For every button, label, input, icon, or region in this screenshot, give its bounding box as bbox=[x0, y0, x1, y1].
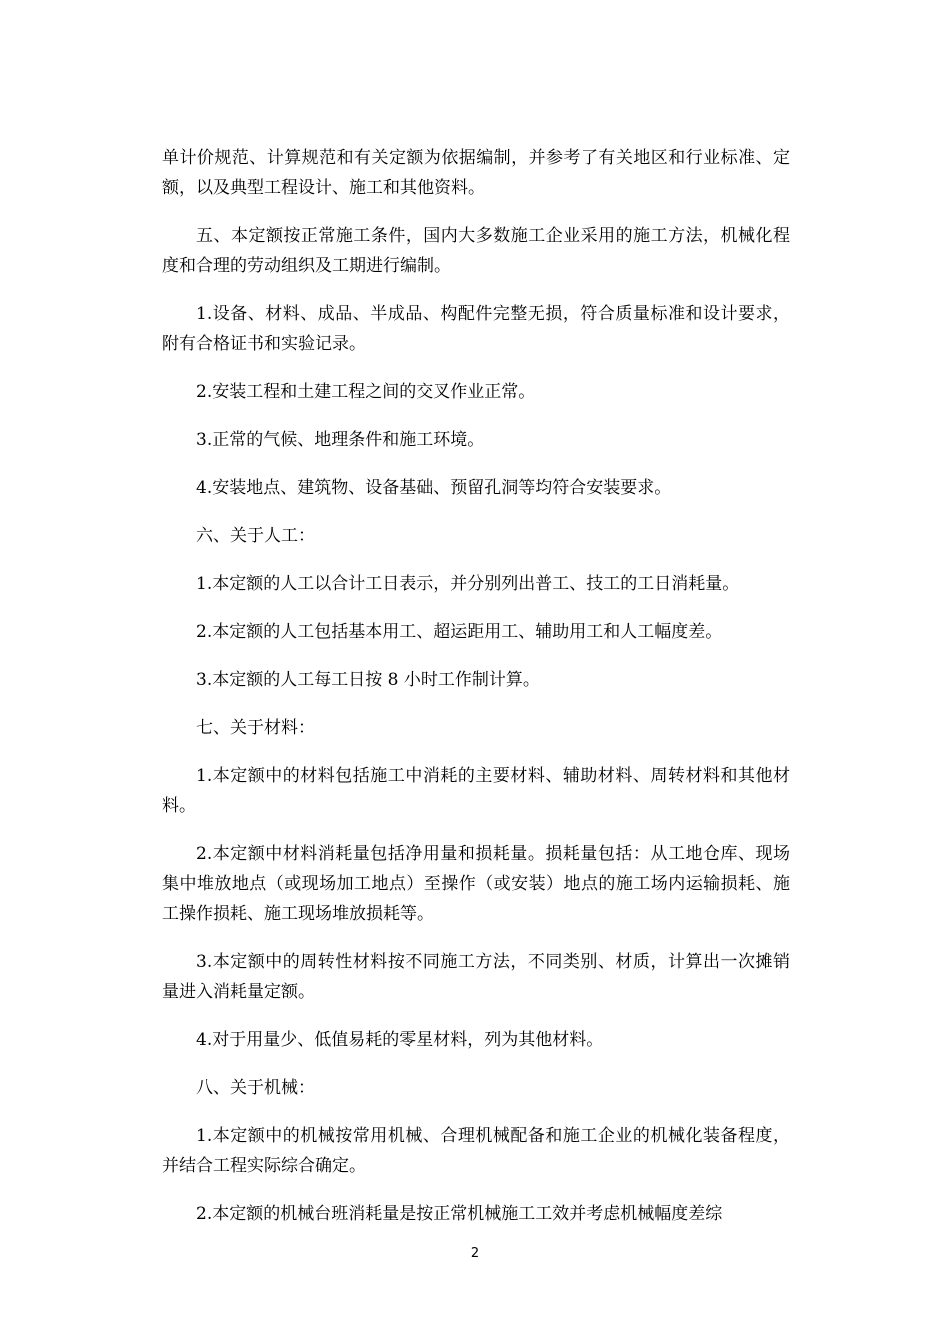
section-six-item-3: 3.本定额的人工每工日按 8 小时工作制计算。 bbox=[196, 670, 540, 690]
section-five-item-4: 4.安装地点、建筑物、设备基础、预留孔洞等均符合安装要求。 bbox=[196, 478, 672, 498]
section-eight-item-1: 1.本定额中的机械按常用机械、合理机械配备和施工企业的机械化装备程度，并结合工程实际综合确定。 bbox=[162, 1126, 790, 1176]
section-seven-item-2: 2.本定额中材料消耗量包括净用量和损耗量。损耗量包括：从工地仓库、现场集中堆放地点（或现场加工地点）至操作（或安装）地点的施工场内运输损耗、施工操作损耗、施工现场堆放损耗等。 bbox=[162, 844, 790, 924]
page-number: 2 bbox=[470, 1246, 480, 1261]
section-eight-heading: 八、关于机械： bbox=[196, 1078, 315, 1098]
section-six-heading: 六、关于人工： bbox=[196, 526, 315, 546]
section-six-item-2: 2.本定额的人工包括基本用工、超运距用工、辅助用工和人工幅度差。 bbox=[196, 622, 723, 642]
section-seven-item-4: 4.对于用量少、低值易耗的零星材料，列为其他材料。 bbox=[196, 1030, 604, 1050]
section-seven-heading: 七、关于材料： bbox=[196, 718, 315, 738]
section-six-item-1: 1.本定额的人工以合计工日表示，并分别列出普工、技工的工日消耗量。 bbox=[196, 574, 740, 594]
document-body bbox=[162, 143, 790, 1247]
section-five-item-3: 3.正常的气候、地理条件和施工环境。 bbox=[196, 430, 485, 450]
section-seven-item-3: 3.本定额中的周转性材料按不同施工方法，不同类别、材质，计算出一次摊销量进入消耗量定额。 bbox=[162, 952, 790, 1002]
section-five-heading: 五、本定额按正常施工条件，国内大多数施工企业采用的施工方法，机械化程度和合理的劳动组织及工期进行编制。 bbox=[162, 226, 790, 276]
section-seven-item-1: 1.本定额中的材料包括施工中消耗的主要材料、辅助材料、周转材料和其他材料。 bbox=[162, 766, 790, 816]
section-five-item-1: 1.设备、材料、成品、半成品、构配件完整无损，符合质量标准和设计要求，附有合格证书和实验记录。 bbox=[162, 304, 790, 354]
section-five-item-2: 2.安装工程和土建工程之间的交叉作业正常。 bbox=[196, 382, 536, 402]
paragraph-continuation: 单计价规范、计算规范和有关定额为依据编制，并参考了有关地区和行业标准、定额，以及典型工程设计、施工和其他资料。 bbox=[162, 148, 790, 198]
section-eight-item-2: 2.本定额的机械台班消耗量是按正常机械施工工效并考虑机械幅度差综 bbox=[196, 1204, 723, 1224]
